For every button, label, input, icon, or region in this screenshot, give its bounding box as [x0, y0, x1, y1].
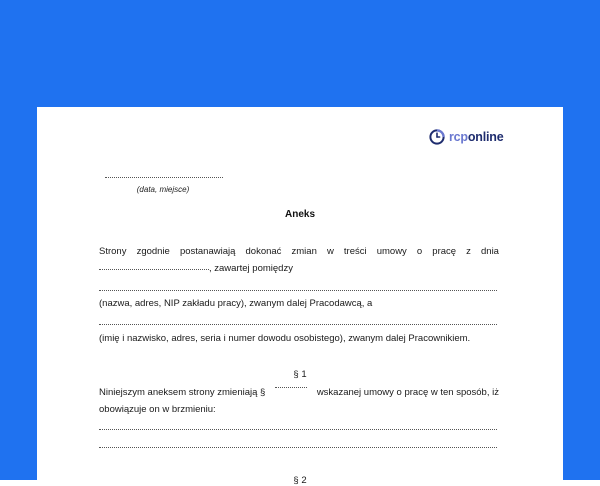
section-2-sign: § 2	[293, 475, 307, 486]
intro-line-2	[99, 263, 499, 274]
intro-word: zgodnie	[136, 246, 170, 257]
date-place-caption: (data, miejsce)	[136, 185, 190, 194]
section-1-text-part2: wskazanej umowy o pracę w ten sposób, iż	[316, 387, 499, 398]
intro-word: postanawiają	[179, 246, 236, 257]
employee-field	[99, 324, 497, 325]
logo-text-online: online	[467, 130, 504, 144]
section-1-text-part1: Niniejszym aneksem strony zmieniają §	[99, 387, 266, 398]
intro-line-2-suffix: , zawartej pomiędzy	[209, 263, 293, 274]
document-title: Aneks	[284, 209, 315, 220]
intro-word: zmian	[291, 246, 317, 257]
contract-date-field	[99, 269, 209, 270]
employee-caption: (imię i nazwisko, adres, seria i numer dowodu osobistego), zwanym dalej Pracownikiem.	[99, 333, 471, 344]
document-page	[37, 107, 563, 486]
section-1-line-2: obowiązuje on w brzmieniu:	[99, 404, 216, 415]
logo-text-rcp: rcp	[449, 130, 468, 144]
intro-word: umowy	[376, 246, 407, 257]
intro-word: dnia	[481, 246, 499, 257]
intro-word: dokonać	[245, 246, 282, 257]
intro-line-1	[99, 246, 499, 257]
paragraph-number-field	[275, 387, 307, 388]
intro-word: o	[416, 246, 423, 257]
new-wording-field-1	[99, 429, 497, 430]
section-1-sign: § 1	[293, 369, 307, 380]
rcponline-logo	[428, 127, 503, 147]
section-1-line-1	[99, 387, 499, 398]
employer-caption: (nazwa, adres, NIP zakładu pracy), zwanym dalej Pracodawcą, a	[99, 298, 373, 309]
employer-field	[99, 290, 497, 291]
intro-word: Strony	[99, 246, 127, 257]
new-wording-field-2	[99, 447, 497, 448]
intro-word: z	[466, 246, 471, 257]
intro-word: treści	[343, 246, 367, 257]
intro-word: pracę	[432, 246, 457, 257]
clock-icon	[428, 128, 446, 146]
date-place-field	[105, 177, 223, 178]
intro-word: w	[326, 246, 334, 257]
logo-text	[449, 127, 503, 147]
